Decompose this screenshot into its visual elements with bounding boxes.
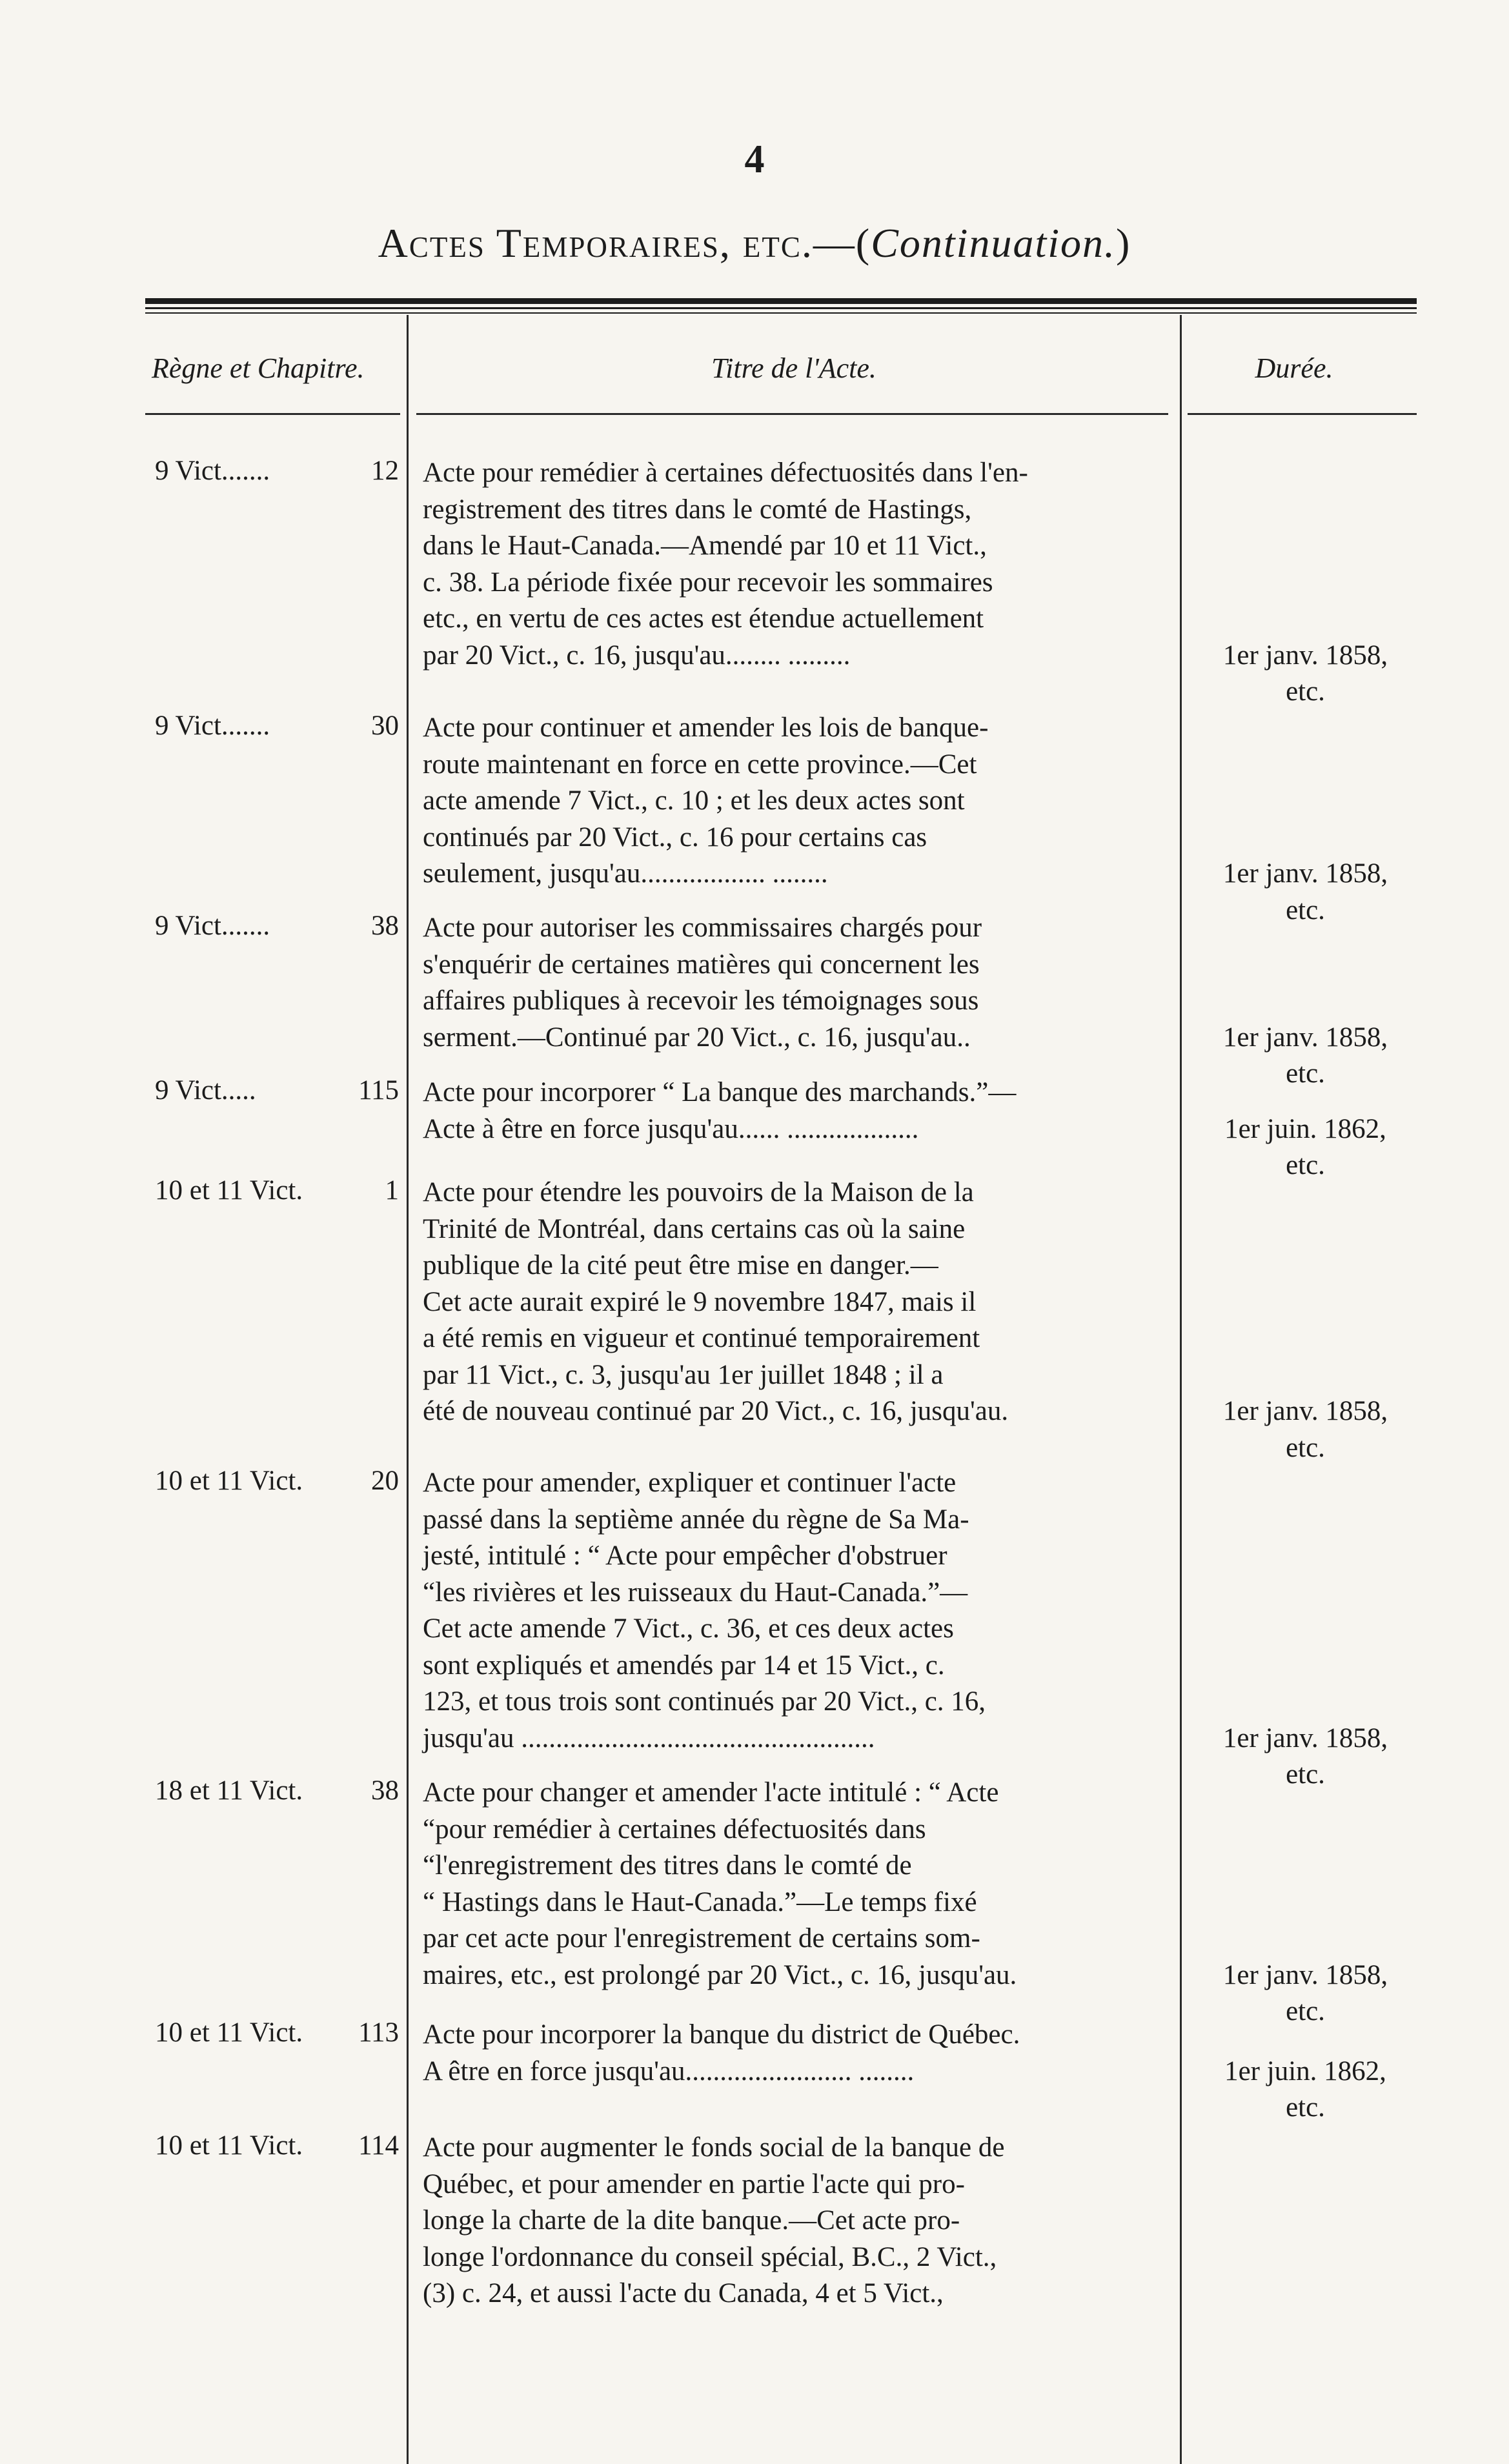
acte-text-line: par cet acte pour l'enregistrement de certains som- bbox=[423, 1923, 980, 1954]
acte-text-line: Québec, et pour amender en partie l'acte qui pro- bbox=[423, 2168, 965, 2199]
acte-text-line: Acte pour remédier à certaines défectuosités dans l'en- bbox=[423, 458, 1028, 488]
regne-label: 10 et 11 Vict. bbox=[155, 2017, 303, 2048]
acte-title-cell bbox=[423, 455, 1171, 674]
acte-text-line: dans le Haut-Canada.—Amendé par 10 et 11 Vict., bbox=[423, 530, 987, 561]
acte-text-line: Cet acte aurait expiré le 9 novembre 1847, mais il bbox=[423, 1286, 977, 1317]
duree-cell bbox=[1194, 856, 1417, 929]
acte-text-line: etc., en vertu de ces actes est étendue actuellement bbox=[423, 603, 984, 634]
acte-title-cell bbox=[423, 2017, 1171, 2090]
regne-label: 9 Vict....... bbox=[155, 456, 270, 486]
acte-text-line: serment.—Continué par 20 Vict., c. 16, jusqu'au.. bbox=[423, 1022, 971, 1053]
acte-text-line: sont expliqués et amendés par 14 et 15 Vict., c. bbox=[423, 1650, 945, 1681]
column-header-underline bbox=[1188, 413, 1417, 415]
acte-title-cell bbox=[423, 910, 1171, 1056]
regne-cell bbox=[155, 455, 399, 487]
acte-text-line: Acte pour incorporer “ La banque des marchands.”— bbox=[423, 1077, 1017, 1107]
page-number: 4 bbox=[744, 137, 765, 181]
acte-text-line: par 11 Vict., c. 3, jusqu'au 1er juillet 1848 ; il a bbox=[423, 1359, 944, 1390]
acte-text-line: “les rivières et les ruisseaux du Haut-Canada.”— bbox=[423, 1577, 968, 1608]
acte-text-line: registrement des titres dans le comté de Hastings, bbox=[423, 494, 972, 525]
regne-cell bbox=[155, 1075, 399, 1106]
regne-label: 18 et 11 Vict. bbox=[155, 1775, 303, 1806]
chapitre-number: 30 bbox=[371, 711, 399, 741]
acte-text-line: (3) c. 24, et aussi l'acte du Canada, 4 et 5 Vict., bbox=[423, 2278, 944, 2308]
header-rule-thin bbox=[145, 312, 1417, 314]
acte-text-line: seulement, jusqu'au.................. ........ bbox=[423, 858, 828, 889]
duree-date: 1er juin. 1862, bbox=[1224, 2055, 1386, 2086]
duree-etc: etc. bbox=[1286, 676, 1325, 707]
column-header-duree: Durée. bbox=[1255, 352, 1333, 384]
regne-cell bbox=[155, 1175, 399, 1206]
duree-etc: etc. bbox=[1286, 1759, 1325, 1790]
acte-text-line: “ Hastings dans le Haut-Canada.”—Le temps fixé bbox=[423, 1886, 977, 1917]
title-continuation: Continuation. bbox=[871, 220, 1117, 266]
chapitre-number: 115 bbox=[358, 1075, 399, 1106]
duree-cell bbox=[1194, 1393, 1417, 1466]
regne-cell bbox=[155, 2130, 399, 2161]
duree-etc: etc. bbox=[1286, 2092, 1325, 2123]
chapitre-number: 38 bbox=[371, 1775, 399, 1806]
page-title bbox=[0, 219, 1509, 267]
acte-text-line: longe la charte de la dite banque.—Cet acte pro- bbox=[423, 2205, 960, 2236]
acte-text-line: jusqu'au ................................................... bbox=[423, 1722, 875, 1753]
acte-text-line: Acte pour incorporer la banque du district de Québec. bbox=[423, 2019, 1020, 2050]
duree-etc: etc. bbox=[1286, 1058, 1325, 1089]
duree-etc: etc. bbox=[1286, 1996, 1325, 2026]
chapitre-number: 20 bbox=[371, 1466, 399, 1496]
acte-text-line: Cet acte amende 7 Vict., c. 36, et ces deux actes bbox=[423, 1613, 954, 1644]
duree-cell bbox=[1194, 638, 1417, 711]
duree-date: 1er juin. 1862, bbox=[1224, 1113, 1386, 1144]
duree-date: 1er janv. 1858, bbox=[1222, 1396, 1388, 1426]
acte-title-cell bbox=[423, 2130, 1171, 2312]
acte-text-line: longe l'ordonnance du conseil spécial, B.C., 2 Vict., bbox=[423, 2241, 997, 2272]
duree-cell bbox=[1194, 2054, 1417, 2126]
column-header-regne: Règne et Chapitre. bbox=[152, 352, 365, 384]
duree-date: 1er janv. 1858, bbox=[1222, 640, 1388, 671]
regne-cell bbox=[155, 910, 399, 942]
column-divider-right bbox=[1180, 315, 1182, 2464]
column-header-underline bbox=[145, 413, 400, 415]
chapitre-number: 114 bbox=[358, 2130, 399, 2161]
duree-cell bbox=[1194, 1020, 1417, 1093]
acte-text-line: affaires publiques à recevoir les témoignages sous bbox=[423, 985, 979, 1016]
duree-cell bbox=[1194, 1957, 1417, 2030]
title-dash: —( bbox=[813, 220, 871, 266]
acte-text-line: publique de la cité peut être mise en danger.— bbox=[423, 1250, 938, 1280]
chapitre-number: 113 bbox=[358, 2017, 399, 2048]
acte-text-line: “l'enregistrement des titres dans le comté de bbox=[423, 1850, 912, 1881]
regne-cell bbox=[155, 1775, 399, 1806]
regne-cell bbox=[155, 2017, 399, 2048]
acte-text-line: Acte pour amender, expliquer et continuer l'acte bbox=[423, 1468, 957, 1498]
acte-text-line: route maintenant en force en cette province.—Cet bbox=[423, 749, 977, 780]
acte-text-line: jesté, intitulé : “ Acte pour empêcher d'obstruer bbox=[423, 1540, 947, 1571]
column-header-titre: Titre de l'Acte. bbox=[711, 352, 876, 384]
regne-cell bbox=[155, 710, 399, 742]
regne-label: 9 Vict..... bbox=[155, 1075, 256, 1106]
acte-text-line: a été remis en vigueur et continué temporairement bbox=[423, 1323, 980, 1353]
chapitre-number: 12 bbox=[371, 456, 399, 486]
duree-etc: etc. bbox=[1286, 1432, 1325, 1463]
column-header-underline bbox=[416, 413, 1168, 415]
acte-text-line: c. 38. La période fixée pour recevoir les sommaires bbox=[423, 567, 993, 598]
header-rule-mid bbox=[145, 307, 1417, 309]
duree-etc: etc. bbox=[1286, 1150, 1325, 1180]
acte-text-line: Acte pour continuer et amender les lois de banque- bbox=[423, 712, 989, 743]
regne-label: 10 et 11 Vict. bbox=[155, 2130, 303, 2161]
duree-cell bbox=[1194, 1721, 1417, 1793]
regne-label: 9 Vict....... bbox=[155, 911, 270, 941]
duree-etc: etc. bbox=[1286, 894, 1325, 925]
acte-text-line: passé dans la septième année du règne de Sa Ma- bbox=[423, 1504, 969, 1535]
acte-text-line: s'enquérir de certaines matières qui concernent les bbox=[423, 949, 980, 980]
acte-text-line: 123, et tous trois sont continués par 20 Vict., c. 16, bbox=[423, 1686, 986, 1717]
duree-date: 1er janv. 1858, bbox=[1222, 1722, 1388, 1753]
chapitre-number: 38 bbox=[371, 911, 399, 941]
acte-text-line: “pour remédier à certaines défectuosités dans bbox=[423, 1813, 926, 1844]
duree-date: 1er janv. 1858, bbox=[1222, 858, 1388, 889]
acte-title-cell bbox=[423, 710, 1171, 893]
acte-text-line: acte amende 7 Vict., c. 10 ; et les deux actes sont bbox=[423, 785, 965, 816]
duree-date: 1er janv. 1858, bbox=[1222, 1022, 1388, 1053]
acte-text-line: Trinité de Montréal, dans certains cas où la saine bbox=[423, 1213, 966, 1244]
acte-title-cell bbox=[423, 1775, 1171, 1994]
acte-text-line: maires, etc., est prolongé par 20 Vict., c. 16, jusqu'au. bbox=[423, 1959, 1017, 1990]
chapitre-number: 1 bbox=[385, 1175, 399, 1206]
acte-text-line: A être en force jusqu'au........................ ........ bbox=[423, 2055, 915, 2086]
acte-text-line: Acte pour étendre les pouvoirs de la Maison de la bbox=[423, 1177, 974, 1207]
regne-label: 10 et 11 Vict. bbox=[155, 1175, 303, 1206]
duree-cell bbox=[1194, 1111, 1417, 1184]
regne-label: 9 Vict....... bbox=[155, 711, 270, 741]
acte-text-line: Acte pour changer et amender l'acte intitulé : “ Acte bbox=[423, 1777, 999, 1808]
acte-title-cell bbox=[423, 1465, 1171, 1757]
acte-title-cell bbox=[423, 1175, 1171, 1430]
header-rule-thick bbox=[145, 298, 1417, 304]
acte-title-cell bbox=[423, 1075, 1171, 1147]
acte-text-line: été de nouveau continué par 20 Vict., c. 16, jusqu'au. bbox=[423, 1396, 1009, 1426]
regne-cell bbox=[155, 1465, 399, 1497]
duree-date: 1er janv. 1858, bbox=[1222, 1959, 1388, 1990]
acte-text-line: continués par 20 Vict., c. 16 pour certains cas bbox=[423, 822, 927, 853]
acte-text-line: par 20 Vict., c. 16, jusqu'au........ ......... bbox=[423, 640, 851, 671]
title-close: ) bbox=[1116, 220, 1131, 266]
regne-label: 10 et 11 Vict. bbox=[155, 1466, 303, 1496]
acte-text-line: Acte à être en force jusqu'au...... ................... bbox=[423, 1113, 919, 1144]
column-divider-left bbox=[407, 315, 409, 2464]
title-main: Actes Temporaires, etc. bbox=[378, 220, 813, 266]
acte-text-line: Acte pour autoriser les commissaires chargés pour bbox=[423, 913, 982, 943]
acte-text-line: Acte pour augmenter le fonds social de la banque de bbox=[423, 2132, 1005, 2163]
